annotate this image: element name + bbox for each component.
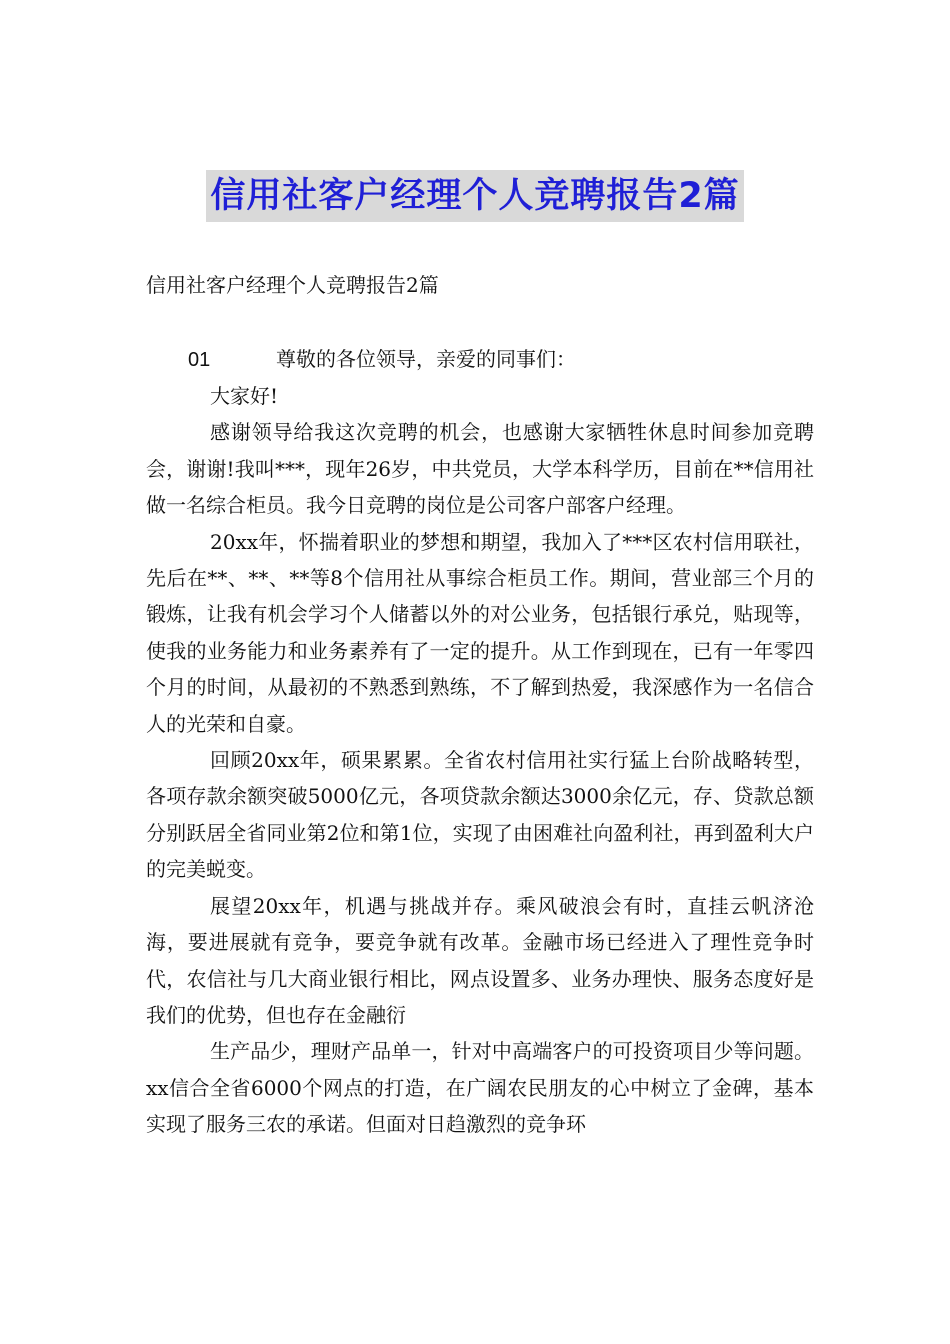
section-number: 01 (188, 349, 211, 371)
salutation: 尊敬的各位领导，亲爱的同事们： (276, 347, 576, 371)
paragraph-review: 回顾20xx年，硕果累累。全省农村信用社实行猛上台阶战略转型，各项存款余额突破5000亿元，各项贷款余额达3000余亿元，存、贷款总额分别跃居全省同业第2位和第1位，实现了由困难社向盈利社，再到盈利大户的完美蜕变。 (146, 748, 814, 882)
greeting-paragraph: 大家好! (210, 384, 279, 408)
lead-line (188, 340, 576, 379)
document-title: 信用社客户经理个人竞聘报告2篇 (206, 170, 743, 222)
paragraph-experience: 20xx年，怀揣着职业的梦想和期望，我加入了***区农村信用联社，先后在**、**、**等8个信用社从事综合柜员工作。期间，营业部三个月的锻炼，让我有机会学习个人储蓄以外的对公业务，包括银行承兑，贴现等，使我的业务能力和业务素养有了一定的提升。从工作到现在，已有一年零四个月的时间，从最初的不熟悉到熟练，不了解到热爱，我深感作为一名信合人的光荣和自豪。 (146, 529, 814, 736)
paragraph-intro: 感谢领导给我这次竞聘的机会，也感谢大家牺牲休息时间参加竞聘会，谢谢!我叫***，现年26岁，中共党员，大学本科学历，目前在**信用社做一名综合柜员。我今日竞聘的岗位是公司客户部客户经理。 (146, 420, 814, 518)
title-container (0, 170, 950, 222)
paragraph-challenges: 生产品少，理财产品单一，针对中高端客户的可投资项目少等问题。xx信合全省6000个网点的打造，在广阔农民朋友的心中树立了金碑，基本实现了服务三农的承诺。但面对日趋激烈的竞争环 (146, 1039, 814, 1137)
body-text (146, 378, 814, 1143)
paragraph-outlook: 展望20xx年，机遇与挑战并存。乘风破浪会有时，直挂云帆济沧海，要进展就有竞争，要竞争就有改革。金融市场已经进入了理性竞争时代，农信社与几大商业银行相比，网点设置多、业务办理快、服务态度好是我们的优势，但也存在金融衍 (146, 893, 814, 1027)
document-subtitle: 信用社客户经理个人竞聘报告2篇 (146, 273, 439, 297)
